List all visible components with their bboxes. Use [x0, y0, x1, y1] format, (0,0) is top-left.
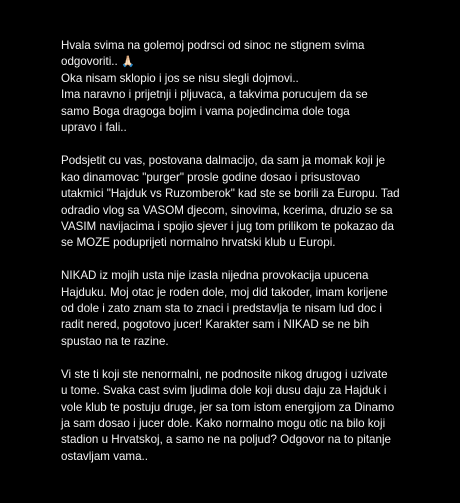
post-paragraph-3: NIKAD iz mojih usta nije izasla nijedna provokacija upucena Hajduku. Moj otac je roden dole, moj did takoder, imam korijene od dole i zato znam sta to znaci i predstavlja te nisam lud doc i radit nered, pogotovo jucer! Karakter sam i NIKAD se ne bih spustao na te razine.: [61, 269, 388, 348]
post-paragraph-2: Podsjetit cu vas, postovana dalmacijo, da sam ja momak koji je kao dinamovac "purger" prosle godine dosao i prisustovao utakmici "Hajduk vs Ruzomberok" kad ste se borili za Europu. Tad odradio vlog sa VASOM djecom, sinovima, kcerima, druzio se sa VASIM navijacima i spojio sjever i jug tom prilikom te pokazao da se MOZE poduprijeti normalno hrvatski klub u Europi.: [61, 154, 400, 250]
post-paragraph-1-text: Hvala svima na golemoj podrsci od sinoc ne stignem svima odgovoriti..: [61, 39, 365, 69]
post-paragraph-4: Vi ste ti koji ste nenormalni, ne podnosite nikog drugog i uzivate u tome. Svaka cast svim ljudima dole koji dusu daju za Hajduk i vole klub te postuju druge, jer sa tom istom energijom za Dinamo ja sam dosao i jucer dole. Kako normalno mogu otic na bilo koji stadion u Hrvatskoj, a samo ne na poljud? Odgovor na to pitanje ostavljam vama..: [61, 367, 395, 463]
post-paragraph-1: [61, 38, 436, 136]
praying-hands-icon: 🙏🏻: [120, 56, 135, 69]
post-paragraph-1-text-after: Oka nisam sklopio i jos se nisu slegli dojmovi.. Ima naravno i prijetnji i pljuvaca, a takvima porucujem da se samo Boga dragoga bojim i vama pojedincima dole toga upravo i fali..: [61, 71, 368, 135]
